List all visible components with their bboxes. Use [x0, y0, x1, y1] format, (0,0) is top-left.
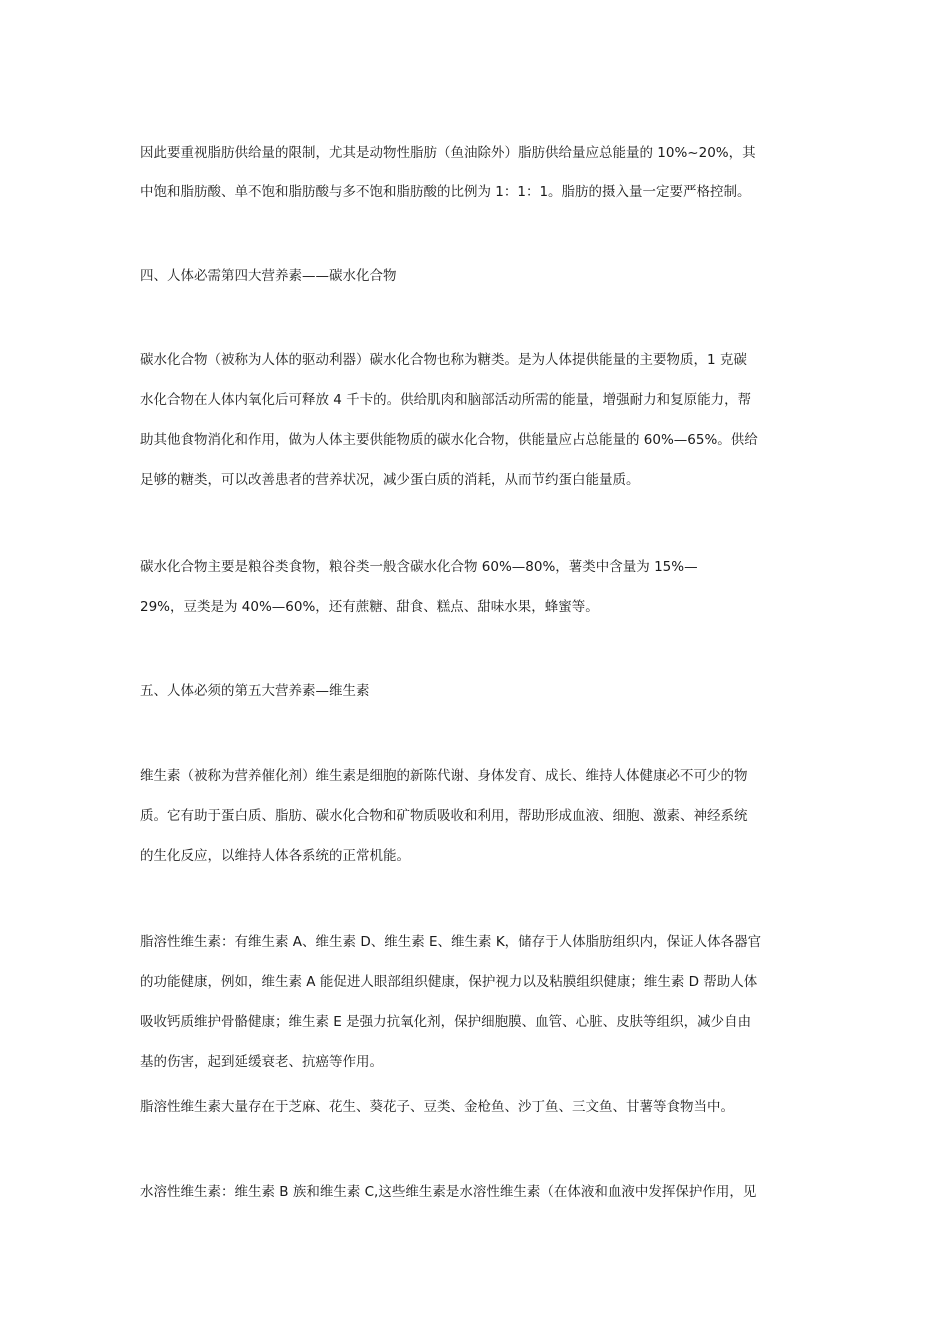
paragraph-carb-line-1: 碳水化合物（被称为人体的驱动利器）碳水化合物也称为糖类。是为人体提供能量的主要物质，1 克碳 [140, 352, 747, 368]
paragraph-carb-sources-line-1: 碳水化合物主要是粮谷类食物，粮谷类一般含碳水化合物 60%—80%，薯类中含量为 15%— [140, 559, 698, 575]
paragraph-fat-soluble-line-3: 吸收钙质维护骨骼健康；维生素 E 是强力抗氧化剂，保护细胞膜、血管、心脏、皮肤等组织，减少自由 [140, 1014, 752, 1030]
paragraph-carb-sources-line-2: 29%，豆类是为 40%—60%，还有蔗糖、甜食、糕点、甜味水果，蜂蜜等。 [140, 599, 599, 615]
paragraph-fat-soluble-line-2: 的功能健康，例如，维生素 A 能促进人眼部组织健康，保护视力以及粘膜组织健康；维生素 D 帮助人体 [140, 974, 758, 990]
paragraph-carb-line-4: 足够的糖类，可以改善患者的营养状况，减少蛋白质的消耗，从而节约蛋白能量质。 [140, 472, 640, 488]
section-heading-vitamin: 五、人体必须的第五大营养素—维生素 [140, 683, 370, 699]
paragraph-carb-line-3: 助其他食物消化和作用，做为人体主要供能物质的碳水化合物，供能量应占总能量的 60%—65%。供给 [140, 432, 758, 448]
section-heading-carbohydrate: 四、人体必需第四大营养素——碳水化合物 [140, 268, 397, 284]
paragraph-fat-soluble-line-5: 脂溶性维生素大量存在于芝麻、花生、葵花子、豆类、金枪鱼、沙丁鱼、三文鱼、甘薯等食物当中。 [140, 1099, 734, 1115]
paragraph-water-soluble-line-1: 水溶性维生素：维生素 B 族和维生素 C,这些维生素是水溶性维生素（在体液和血液中发挥保护作用，见 [140, 1184, 757, 1200]
paragraph-vitamin-line-1: 维生素（被称为营养催化剂）维生素是细胞的新陈代谢、身体发育、成长、维持人体健康必不可少的物 [140, 768, 748, 784]
paragraph-fat-line-1: 因此要重视脂肪供给量的限制，尤其是动物性脂肪（鱼油除外）脂肪供给量应总能量的 10%~20%，其 [140, 145, 756, 161]
paragraph-fat-soluble-line-1: 脂溶性维生素：有维生素 A、维生素 D、维生素 E、维生素 K，储存于人体脂肪组织内，保证人体各器官 [140, 934, 762, 950]
paragraph-fat-line-2: 中饱和脂肪酸、单不饱和脂肪酸与多不饱和脂肪酸的比例为 1：1：1。脂肪的摄入量一定要严格控制。 [140, 184, 751, 200]
paragraph-fat-soluble-line-4: 基的伤害，起到延缓衰老、抗癌等作用。 [140, 1054, 383, 1070]
paragraph-vitamin-line-3: 的生化反应，以维持人体各系统的正常机能。 [140, 848, 410, 864]
paragraph-carb-line-2: 水化合物在人体内氧化后可释放 4 千卡的。供给肌肉和脑部活动所需的能量，增强耐力和复原能力，帮 [140, 392, 752, 408]
paragraph-vitamin-line-2: 质。它有助于蛋白质、脂肪、碳水化合物和矿物质吸收和利用，帮助形成血液、细胞、激素、神经系统 [140, 808, 748, 824]
